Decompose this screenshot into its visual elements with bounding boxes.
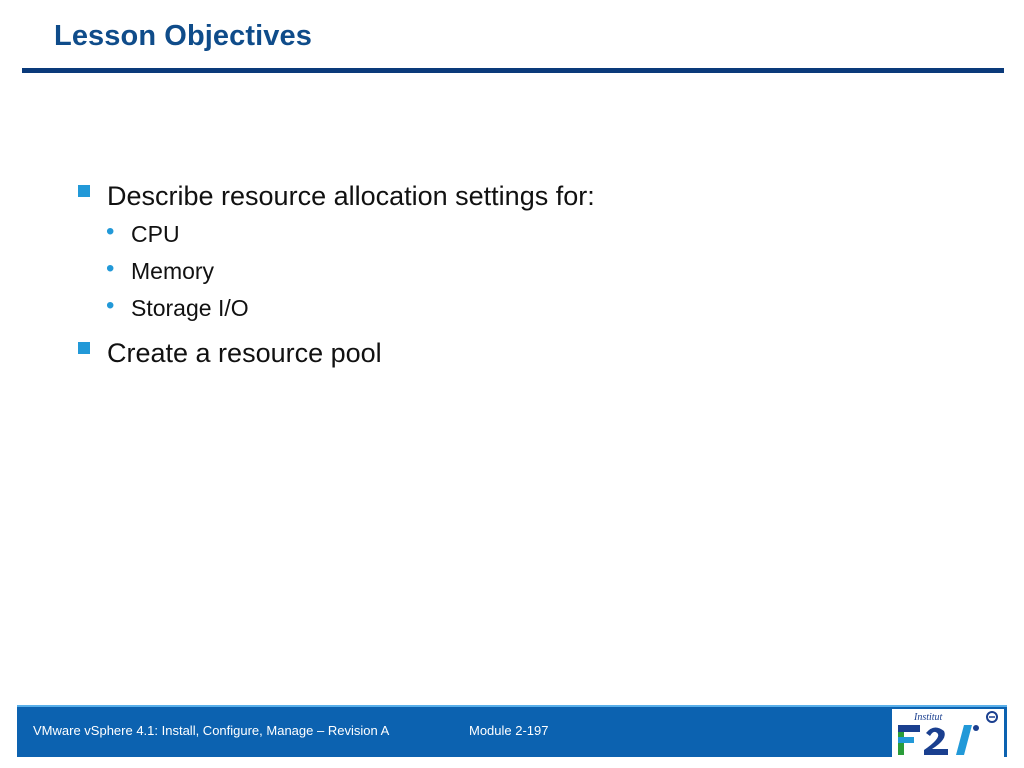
sub-bullet-item-storage [76,290,976,327]
footer-course-title: VMware vSphere 4.1: Install, Configure, Manage – Revision A [33,723,390,738]
bullet-text: Create a resource pool [107,338,382,368]
slide-title: Lesson Objectives [54,20,312,52]
sub-bullet-item-cpu [76,216,976,253]
dot-bullet-icon: • [106,292,115,319]
square-bullet-icon [78,185,90,197]
dot-bullet-icon: • [106,218,115,245]
sub-bullet-list [76,216,976,327]
title-divider [22,68,1004,73]
sub-bullet-item-memory [76,253,976,290]
svg-text:Institut: Institut [914,712,943,723]
bullet-item-resource-allocation [76,178,976,214]
f2i-logo [892,709,1004,757]
sub-bullet-text: Storage I/O [131,295,249,321]
sub-bullet-text: Memory [131,258,215,284]
dot-bullet-icon: • [106,255,115,282]
footer-bar [17,705,1007,757]
bullet-text: Describe resource allocation settings for: [107,181,595,211]
footer-module-number: Module 2-197 [469,723,549,738]
bullet-list [76,178,976,373]
bullet-item-resource-pool [76,335,976,371]
square-bullet-icon [78,342,90,354]
sub-bullet-text: CPU [131,221,180,247]
